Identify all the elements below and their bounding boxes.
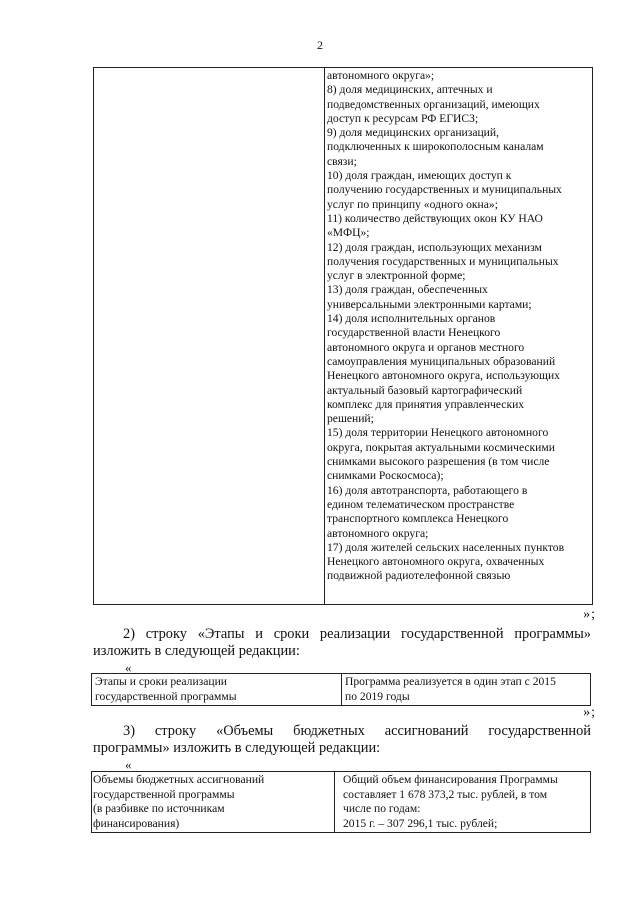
budget-label-line: государственной программы <box>93 787 235 801</box>
stages-value-line: по 2019 годы <box>345 689 410 703</box>
paragraph-3 <box>93 723 591 757</box>
indicator-line: получению государственных и муниципальных <box>327 183 562 197</box>
indicator-line: Ненецкого автономного округа, использующих <box>327 369 560 383</box>
stages-label-line: государственной программы <box>95 689 237 703</box>
indicator-line: Ненецкого автономного округа, охваченных <box>327 555 545 569</box>
indicator-line: транспортного комплекса Ненецкого <box>327 512 509 526</box>
budget-value-line: 2015 г. – 307 296,1 тыс. рублей; <box>343 816 498 830</box>
indicator-line: автономного округа»; <box>327 69 435 82</box>
paragraph-2-line-2: изложить в следующей редакции: <box>93 643 300 659</box>
indicator-line: подведомственных организаций, имеющих <box>327 97 540 111</box>
indicator-line: округа, покрытая актуальными космическими <box>327 440 555 454</box>
indicator-line: решений; <box>327 412 374 426</box>
indicator-line: 11) количество действующих окон КУ НАО <box>327 211 543 225</box>
indicator-line: 16) доля автотранспорта, работающего в <box>327 483 528 497</box>
open-quote: « <box>125 660 132 675</box>
stages-value-line: Программа реализуется в один этап с 2015 <box>345 675 556 688</box>
closing-quote: »; <box>583 705 596 720</box>
stages-table-value-cell <box>342 674 590 705</box>
stages-table-label-cell <box>92 674 342 705</box>
indicator-line: 14) доля исполнительных органов <box>327 312 496 326</box>
indicator-line: автономного округа; <box>327 526 429 540</box>
indicator-line: государственной власти Ненецкого <box>327 326 501 340</box>
budget-value-line: составляет 1 678 373,2 тыс. рублей, в том <box>343 787 548 801</box>
indicator-line: 8) доля медицинских, аптечных и <box>327 83 493 97</box>
indicator-line: получения государственных и муниципальных <box>327 254 559 268</box>
paragraph-3-line-2: программы» изложить в следующей редакции: <box>93 740 381 756</box>
stages-label-line: Этапы и сроки реализации <box>95 675 227 688</box>
indicator-line: 13) доля граждан, обеспеченных <box>327 283 488 297</box>
indicator-line: актуальный базовый картографический <box>327 383 523 397</box>
indicator-line: 10) доля граждан, имеющих доступ к <box>327 169 512 183</box>
budget-label-line: Объемы бюджетных ассигнований <box>93 773 265 786</box>
paragraph-2-line-1: 2) строку «Этапы и сроки реализации государственной программы» <box>123 626 591 642</box>
indicator-line: 9) доля медицинских организаций, <box>327 126 499 140</box>
paragraph-2 <box>93 626 591 660</box>
budget-table-label-cell <box>92 772 335 832</box>
indicator-line: самоуправления муниципальных образований <box>327 354 556 368</box>
budget-label-line: финансирования) <box>93 816 180 830</box>
indicators-table-right-cell <box>325 68 592 604</box>
indicator-line: комплекс для принятия управленческих <box>327 397 525 411</box>
indicator-line: снимками высокого разрешения (в том числе <box>327 455 550 469</box>
stages-table <box>91 673 591 706</box>
indicator-line: подвижной радиотелефонной связью <box>327 569 511 583</box>
indicator-line: едином телематическом пространстве <box>327 497 515 511</box>
indicator-line: 12) доля граждан, использующих механизм <box>327 240 542 254</box>
budget-label-line: (в разбивке по источникам <box>93 802 225 815</box>
indicator-line: услуг в электронной форме; <box>327 269 466 283</box>
paragraph-3-line-1: 3) строку «Объемы бюджетных ассигнований государственной <box>123 723 591 739</box>
page-number: 2 <box>317 38 323 52</box>
indicator-line: снимками Роскосмоса); <box>327 469 444 483</box>
indicator-line: услуг по принципу «одного окна»; <box>327 197 498 211</box>
budget-value-line: числе по годам: <box>343 802 421 815</box>
indicator-line: доступ к ресурсам РФ ЕГИСЗ; <box>327 111 479 125</box>
indicator-line: 15) доля территории Ненецкого автономного <box>327 426 549 440</box>
budget-table-value-cell <box>335 772 590 832</box>
indicator-line: «МФЦ»; <box>327 226 370 240</box>
indicator-line: подключенных к широкополосным каналам <box>327 140 544 154</box>
indicators-table-left-cell <box>94 68 325 604</box>
budget-value-line: Общий объем финансирования Программы <box>343 773 558 786</box>
indicator-line: автономного округа и органов местного <box>327 340 525 354</box>
indicators-table <box>93 67 593 605</box>
open-quote: « <box>125 757 132 772</box>
budget-table <box>91 771 591 833</box>
closing-quote: »; <box>583 607 596 622</box>
indicator-line: универсальными электронными картами; <box>327 297 532 311</box>
indicator-line: 17) доля жителей сельских населенных пунктов <box>327 540 565 554</box>
indicator-line: связи; <box>327 154 357 168</box>
